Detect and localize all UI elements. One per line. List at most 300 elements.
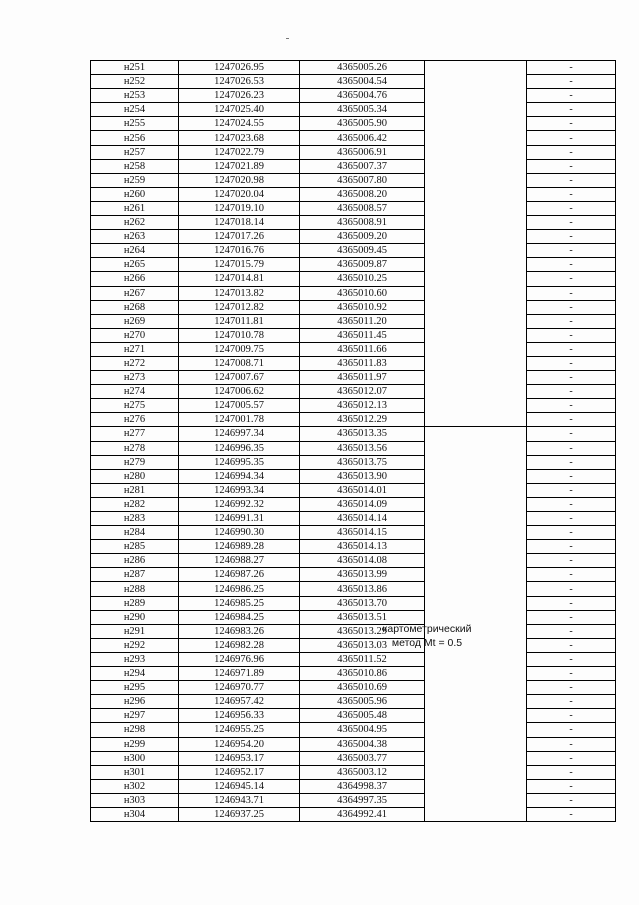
note-cell: - xyxy=(527,244,616,258)
point-id-cell: н296 xyxy=(91,695,179,709)
y-coordinate-cell: 4365003.77 xyxy=(300,751,425,765)
coordinates-table xyxy=(90,60,616,822)
method-cell xyxy=(425,244,527,258)
note-cell: - xyxy=(527,512,616,526)
note-cell: - xyxy=(527,624,616,638)
note-cell: - xyxy=(527,216,616,230)
y-coordinate-cell: 4365010.86 xyxy=(300,667,425,681)
table-row xyxy=(91,230,616,244)
x-coordinate-cell: 1247018.14 xyxy=(179,216,300,230)
note-cell: - xyxy=(527,540,616,554)
x-coordinate-cell: 1246989.28 xyxy=(179,540,300,554)
method-cell xyxy=(425,723,527,737)
method-cell xyxy=(425,145,527,159)
table-row xyxy=(91,61,616,75)
x-coordinate-cell: 1247010.78 xyxy=(179,328,300,342)
method-cell xyxy=(425,314,527,328)
method-cell xyxy=(425,793,527,807)
table-row xyxy=(91,723,616,737)
y-coordinate-cell: 4365012.13 xyxy=(300,399,425,413)
method-cell xyxy=(425,131,527,145)
table-row xyxy=(91,300,616,314)
table-row xyxy=(91,371,616,385)
note-cell: - xyxy=(527,526,616,540)
note-cell: - xyxy=(527,723,616,737)
table-row xyxy=(91,596,616,610)
table-row xyxy=(91,131,616,145)
point-id-cell: н291 xyxy=(91,624,179,638)
point-id-cell: н253 xyxy=(91,89,179,103)
table-row xyxy=(91,793,616,807)
table-row xyxy=(91,272,616,286)
x-coordinate-cell: 1246945.14 xyxy=(179,779,300,793)
y-coordinate-cell: 4364997.35 xyxy=(300,793,425,807)
table-row xyxy=(91,667,616,681)
method-cell xyxy=(425,272,527,286)
point-id-cell: н302 xyxy=(91,779,179,793)
point-id-cell: н276 xyxy=(91,413,179,427)
y-coordinate-cell: 4365004.76 xyxy=(300,89,425,103)
x-coordinate-cell: 1246943.71 xyxy=(179,793,300,807)
y-coordinate-cell: 4365011.83 xyxy=(300,356,425,370)
x-coordinate-cell: 1247019.10 xyxy=(179,201,300,215)
y-coordinate-cell: 4365013.99 xyxy=(300,568,425,582)
table-row xyxy=(91,244,616,258)
note-cell: - xyxy=(527,173,616,187)
x-coordinate-cell: 1246953.17 xyxy=(179,751,300,765)
point-id-cell: н255 xyxy=(91,117,179,131)
point-id-cell: н260 xyxy=(91,187,179,201)
method-cell xyxy=(425,75,527,89)
method-cell xyxy=(425,667,527,681)
method-cell xyxy=(425,371,527,385)
table-row xyxy=(91,328,616,342)
y-coordinate-cell: 4365007.37 xyxy=(300,159,425,173)
y-coordinate-cell: 4365013.70 xyxy=(300,596,425,610)
note-cell: - xyxy=(527,272,616,286)
note-cell: - xyxy=(527,638,616,652)
table-row xyxy=(91,103,616,117)
method-cell xyxy=(425,737,527,751)
method-cell xyxy=(425,216,527,230)
point-id-cell: н270 xyxy=(91,328,179,342)
x-coordinate-cell: 1246991.31 xyxy=(179,512,300,526)
point-id-cell: н282 xyxy=(91,497,179,511)
coordinates-table-body xyxy=(91,61,616,822)
note-cell: - xyxy=(527,681,616,695)
y-coordinate-cell: 4365013.56 xyxy=(300,441,425,455)
table-row xyxy=(91,258,616,272)
note-cell: - xyxy=(527,385,616,399)
method-cell xyxy=(425,342,527,356)
y-coordinate-cell: 4365013.86 xyxy=(300,582,425,596)
note-cell: - xyxy=(527,582,616,596)
note-cell: - xyxy=(527,554,616,568)
point-id-cell: н256 xyxy=(91,131,179,145)
x-coordinate-cell: 1247005.57 xyxy=(179,399,300,413)
point-id-cell: н287 xyxy=(91,568,179,582)
x-coordinate-cell: 1247021.89 xyxy=(179,159,300,173)
y-coordinate-cell: 4365010.25 xyxy=(300,272,425,286)
point-id-cell: н284 xyxy=(91,526,179,540)
x-coordinate-cell: 1246956.33 xyxy=(179,709,300,723)
method-cell xyxy=(425,328,527,342)
y-coordinate-cell: 4365014.01 xyxy=(300,483,425,497)
x-coordinate-cell: 1246954.20 xyxy=(179,737,300,751)
y-coordinate-cell: 4365013.03 xyxy=(300,638,425,652)
table-row xyxy=(91,89,616,103)
point-id-cell: н301 xyxy=(91,765,179,779)
method-cell xyxy=(425,469,527,483)
point-id-cell: н268 xyxy=(91,300,179,314)
table-row xyxy=(91,638,616,652)
note-cell: - xyxy=(527,610,616,624)
x-coordinate-cell: 1246971.89 xyxy=(179,667,300,681)
point-id-cell: н304 xyxy=(91,807,179,821)
y-coordinate-cell: 4365006.91 xyxy=(300,145,425,159)
point-id-cell: н293 xyxy=(91,652,179,666)
y-coordinate-cell: 4365011.52 xyxy=(300,652,425,666)
method-cell xyxy=(425,89,527,103)
note-cell: - xyxy=(527,356,616,370)
x-coordinate-cell: 1246985.25 xyxy=(179,596,300,610)
point-id-cell: н269 xyxy=(91,314,179,328)
table-row xyxy=(91,751,616,765)
y-coordinate-cell: 4365013.51 xyxy=(300,610,425,624)
table-row xyxy=(91,695,616,709)
method-cell xyxy=(425,779,527,793)
point-id-cell: н281 xyxy=(91,483,179,497)
y-coordinate-cell: 4364998.37 xyxy=(300,779,425,793)
x-coordinate-cell: 1247007.67 xyxy=(179,371,300,385)
table-row xyxy=(91,173,616,187)
x-coordinate-cell: 1246996.35 xyxy=(179,441,300,455)
note-cell: - xyxy=(527,328,616,342)
point-id-cell: н283 xyxy=(91,512,179,526)
method-cell xyxy=(425,61,527,75)
table-row xyxy=(91,624,616,638)
x-coordinate-cell: 1246997.34 xyxy=(179,427,300,441)
note-cell: - xyxy=(527,667,616,681)
table-row xyxy=(91,441,616,455)
method-cell xyxy=(425,300,527,314)
point-id-cell: н254 xyxy=(91,103,179,117)
point-id-cell: н279 xyxy=(91,455,179,469)
table-row xyxy=(91,314,616,328)
note-cell: - xyxy=(527,413,616,427)
scan-artifact xyxy=(286,38,289,39)
x-coordinate-cell: 1247020.04 xyxy=(179,187,300,201)
x-coordinate-cell: 1246992.32 xyxy=(179,497,300,511)
x-coordinate-cell: 1247014.81 xyxy=(179,272,300,286)
point-id-cell: н267 xyxy=(91,286,179,300)
y-coordinate-cell: 4365010.69 xyxy=(300,681,425,695)
point-id-cell: н274 xyxy=(91,385,179,399)
method-cell xyxy=(425,554,527,568)
x-coordinate-cell: 1246970.77 xyxy=(179,681,300,695)
note-cell: - xyxy=(527,314,616,328)
x-coordinate-cell: 1247015.79 xyxy=(179,258,300,272)
note-cell: - xyxy=(527,652,616,666)
point-id-cell: н271 xyxy=(91,342,179,356)
note-cell: - xyxy=(527,258,616,272)
y-coordinate-cell: 4365004.54 xyxy=(300,75,425,89)
point-id-cell: н289 xyxy=(91,596,179,610)
method-cell xyxy=(425,455,527,469)
note-cell: - xyxy=(527,342,616,356)
x-coordinate-cell: 1247013.82 xyxy=(179,286,300,300)
point-id-cell: н300 xyxy=(91,751,179,765)
y-coordinate-cell: 4365006.42 xyxy=(300,131,425,145)
y-coordinate-cell: 4365009.87 xyxy=(300,258,425,272)
method-cell xyxy=(425,582,527,596)
table-row xyxy=(91,497,616,511)
x-coordinate-cell: 1247001.78 xyxy=(179,413,300,427)
note-cell: - xyxy=(527,568,616,582)
x-coordinate-cell: 1246955.25 xyxy=(179,723,300,737)
y-coordinate-cell: 4365008.57 xyxy=(300,201,425,215)
y-coordinate-cell: 4365013.35 xyxy=(300,427,425,441)
y-coordinate-cell: 4365007.80 xyxy=(300,173,425,187)
method-cell xyxy=(425,441,527,455)
note-cell: - xyxy=(527,300,616,314)
note-cell: - xyxy=(527,201,616,215)
method-cell xyxy=(425,385,527,399)
method-note xyxy=(376,622,478,650)
method-cell xyxy=(425,709,527,723)
table-row xyxy=(91,554,616,568)
method-cell xyxy=(425,117,527,131)
note-cell: - xyxy=(527,695,616,709)
point-id-cell: н266 xyxy=(91,272,179,286)
point-id-cell: н285 xyxy=(91,540,179,554)
x-coordinate-cell: 1246952.17 xyxy=(179,765,300,779)
y-coordinate-cell: 4365012.29 xyxy=(300,413,425,427)
note-cell: - xyxy=(527,103,616,117)
table-row xyxy=(91,216,616,230)
method-line-1: картометрический xyxy=(382,623,472,635)
table-row xyxy=(91,483,616,497)
point-id-cell: н251 xyxy=(91,61,179,75)
note-cell: - xyxy=(527,230,616,244)
point-id-cell: н278 xyxy=(91,441,179,455)
table-row xyxy=(91,286,616,300)
y-coordinate-cell: 4365005.96 xyxy=(300,695,425,709)
table-row xyxy=(91,201,616,215)
note-cell: - xyxy=(527,469,616,483)
y-coordinate-cell: 4365013.90 xyxy=(300,469,425,483)
note-cell: - xyxy=(527,596,616,610)
note-cell: - xyxy=(527,61,616,75)
point-id-cell: н297 xyxy=(91,709,179,723)
method-cell xyxy=(425,526,527,540)
y-coordinate-cell: 4365005.26 xyxy=(300,61,425,75)
table-row xyxy=(91,413,616,427)
method-cell xyxy=(425,399,527,413)
y-coordinate-cell: 4365009.45 xyxy=(300,244,425,258)
y-coordinate-cell: 4365008.91 xyxy=(300,216,425,230)
method-cell xyxy=(425,751,527,765)
note-cell: - xyxy=(527,455,616,469)
table-row xyxy=(91,709,616,723)
note-cell: - xyxy=(527,187,616,201)
note-cell: - xyxy=(527,765,616,779)
method-cell xyxy=(425,497,527,511)
method-cell xyxy=(425,356,527,370)
method-cell xyxy=(425,159,527,173)
x-coordinate-cell: 1247026.53 xyxy=(179,75,300,89)
point-id-cell: н264 xyxy=(91,244,179,258)
method-cell xyxy=(425,187,527,201)
note-cell: - xyxy=(527,131,616,145)
y-coordinate-cell: 4365004.95 xyxy=(300,723,425,737)
y-coordinate-cell: 4365010.92 xyxy=(300,300,425,314)
x-coordinate-cell: 1246986.25 xyxy=(179,582,300,596)
y-coordinate-cell: 4365014.13 xyxy=(300,540,425,554)
x-coordinate-cell: 1247006.62 xyxy=(179,385,300,399)
point-id-cell: н280 xyxy=(91,469,179,483)
y-coordinate-cell: 4365014.09 xyxy=(300,497,425,511)
table-row xyxy=(91,399,616,413)
point-id-cell: н292 xyxy=(91,638,179,652)
x-coordinate-cell: 1246990.30 xyxy=(179,526,300,540)
point-id-cell: н286 xyxy=(91,554,179,568)
x-coordinate-cell: 1246982.28 xyxy=(179,638,300,652)
x-coordinate-cell: 1247012.82 xyxy=(179,300,300,314)
method-cell xyxy=(425,765,527,779)
x-coordinate-cell: 1247008.71 xyxy=(179,356,300,370)
note-cell: - xyxy=(527,117,616,131)
point-id-cell: н295 xyxy=(91,681,179,695)
y-coordinate-cell: 4365011.45 xyxy=(300,328,425,342)
method-cell xyxy=(425,512,527,526)
x-coordinate-cell: 1247020.98 xyxy=(179,173,300,187)
method-cell xyxy=(425,568,527,582)
x-coordinate-cell: 1246987.26 xyxy=(179,568,300,582)
point-id-cell: н288 xyxy=(91,582,179,596)
note-cell: - xyxy=(527,807,616,821)
table-row xyxy=(91,610,616,624)
note-cell: - xyxy=(527,709,616,723)
table-row xyxy=(91,469,616,483)
y-coordinate-cell: 4365012.07 xyxy=(300,385,425,399)
method-cell xyxy=(425,807,527,821)
note-cell: - xyxy=(527,75,616,89)
table-row xyxy=(91,455,616,469)
x-coordinate-cell: 1247017.26 xyxy=(179,230,300,244)
note-cell: - xyxy=(527,497,616,511)
method-cell xyxy=(425,427,527,441)
note-cell: - xyxy=(527,89,616,103)
note-cell: - xyxy=(527,427,616,441)
table-row xyxy=(91,526,616,540)
point-id-cell: н294 xyxy=(91,667,179,681)
method-cell xyxy=(425,652,527,666)
y-coordinate-cell: 4365005.34 xyxy=(300,103,425,117)
method-cell xyxy=(425,695,527,709)
method-cell xyxy=(425,540,527,554)
point-id-cell: н275 xyxy=(91,399,179,413)
note-cell: - xyxy=(527,751,616,765)
y-coordinate-cell: 4365004.38 xyxy=(300,737,425,751)
y-coordinate-cell: 4365011.97 xyxy=(300,371,425,385)
note-cell: - xyxy=(527,483,616,497)
point-id-cell: н273 xyxy=(91,371,179,385)
y-coordinate-cell: 4364992.41 xyxy=(300,807,425,821)
note-cell: - xyxy=(527,441,616,455)
note-cell: - xyxy=(527,399,616,413)
x-coordinate-cell: 1247025.40 xyxy=(179,103,300,117)
point-id-cell: н261 xyxy=(91,201,179,215)
method-cell xyxy=(425,201,527,215)
table-row xyxy=(91,737,616,751)
table-row xyxy=(91,385,616,399)
point-id-cell: н299 xyxy=(91,737,179,751)
table-row xyxy=(91,356,616,370)
method-line-2: метод Mt = 0.5 xyxy=(391,637,463,649)
point-id-cell: н272 xyxy=(91,356,179,370)
y-coordinate-cell: 4365008.20 xyxy=(300,187,425,201)
point-id-cell: н277 xyxy=(91,427,179,441)
table-row xyxy=(91,652,616,666)
table-row xyxy=(91,427,616,441)
table-row xyxy=(91,765,616,779)
y-coordinate-cell: 4365009.20 xyxy=(300,230,425,244)
method-cell xyxy=(425,681,527,695)
x-coordinate-cell: 1247024.55 xyxy=(179,117,300,131)
y-coordinate-cell: 4365005.90 xyxy=(300,117,425,131)
x-coordinate-cell: 1247023.68 xyxy=(179,131,300,145)
y-coordinate-cell: 4365014.14 xyxy=(300,512,425,526)
note-cell: - xyxy=(527,737,616,751)
method-cell xyxy=(425,413,527,427)
table-row xyxy=(91,117,616,131)
y-coordinate-cell: 4365003.12 xyxy=(300,765,425,779)
x-coordinate-cell: 1246993.34 xyxy=(179,483,300,497)
x-coordinate-cell: 1246995.35 xyxy=(179,455,300,469)
note-cell: - xyxy=(527,371,616,385)
x-coordinate-cell: 1247022.79 xyxy=(179,145,300,159)
point-id-cell: н252 xyxy=(91,75,179,89)
x-coordinate-cell: 1246984.25 xyxy=(179,610,300,624)
point-id-cell: н298 xyxy=(91,723,179,737)
table-row xyxy=(91,779,616,793)
note-cell: - xyxy=(527,779,616,793)
point-id-cell: н257 xyxy=(91,145,179,159)
point-id-cell: н303 xyxy=(91,793,179,807)
note-cell: - xyxy=(527,793,616,807)
y-coordinate-cell: 4365014.08 xyxy=(300,554,425,568)
y-coordinate-cell: 4365011.20 xyxy=(300,314,425,328)
note-cell: - xyxy=(527,145,616,159)
table-row xyxy=(91,187,616,201)
x-coordinate-cell: 1246994.34 xyxy=(179,469,300,483)
table-row xyxy=(91,512,616,526)
method-cell xyxy=(425,596,527,610)
table-row xyxy=(91,145,616,159)
y-coordinate-cell: 4365013.29 xyxy=(300,624,425,638)
y-coordinate-cell: 4365005.48 xyxy=(300,709,425,723)
x-coordinate-cell: 1246983.26 xyxy=(179,624,300,638)
note-cell: - xyxy=(527,286,616,300)
method-cell xyxy=(425,286,527,300)
method-cell xyxy=(425,103,527,117)
x-coordinate-cell: 1247026.95 xyxy=(179,61,300,75)
method-cell xyxy=(425,483,527,497)
method-cell xyxy=(425,173,527,187)
y-coordinate-cell: 4365014.15 xyxy=(300,526,425,540)
x-coordinate-cell: 1246957.42 xyxy=(179,695,300,709)
